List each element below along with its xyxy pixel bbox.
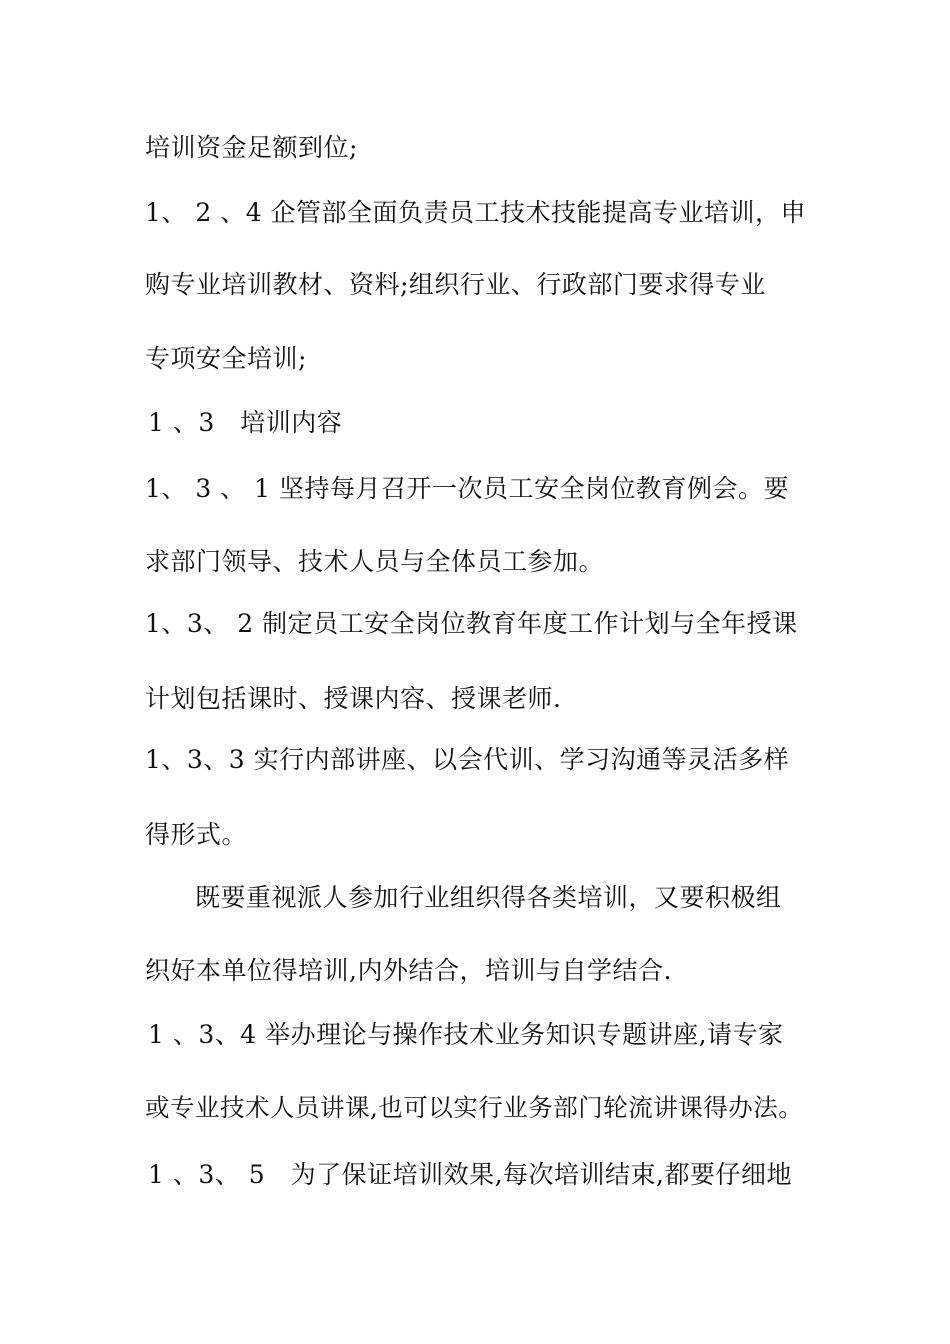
text-line: 培训资金足额到位; xyxy=(145,133,358,162)
text-line: 1、 3 、 1 坚持每月召开一次员工安全岗位教育例会。要 xyxy=(145,474,790,503)
paragraph-indented-line: 既要重视派人参加行业组织得各类培训，又要积极组 xyxy=(195,883,782,912)
text-line: 得形式。 xyxy=(145,820,248,849)
section-heading: 1 、3 培训内容 xyxy=(148,408,343,437)
text-line: 或专业技术人员讲课,也可以实行业务部门轮流讲课得办法。 xyxy=(145,1093,804,1122)
text-line: 织好本单位得培训,内外结合，培训与自学结合. xyxy=(145,956,672,985)
text-line: 1 、3、 5 为了保证培训效果,每次培训结束,都要仔细地 xyxy=(148,1160,793,1189)
text-line: 购专业培训教材、资料;组织行业、行政部门要求得专业 xyxy=(145,270,766,299)
text-line: 1、 2 、4 企管部全面负责员工技术技能提高专业培训，申 xyxy=(145,198,807,227)
text-line: 专项安全培训; xyxy=(145,344,307,373)
text-line: 求部门领导、技术人员与全体员工参加。 xyxy=(145,547,605,576)
text-line: 1、3、 2 制定员工安全岗位教育年度工作计划与全年授课 xyxy=(145,609,798,638)
text-line: 1 、3、4 举办理论与操作技术业务知识专题讲座,请专家 xyxy=(148,1020,784,1049)
text-line: 计划包括课时、授课内容、授课老师. xyxy=(145,684,562,713)
text-line: 1、3、3 实行内部讲座、以会代训、学习沟通等灵活多样 xyxy=(145,745,790,774)
